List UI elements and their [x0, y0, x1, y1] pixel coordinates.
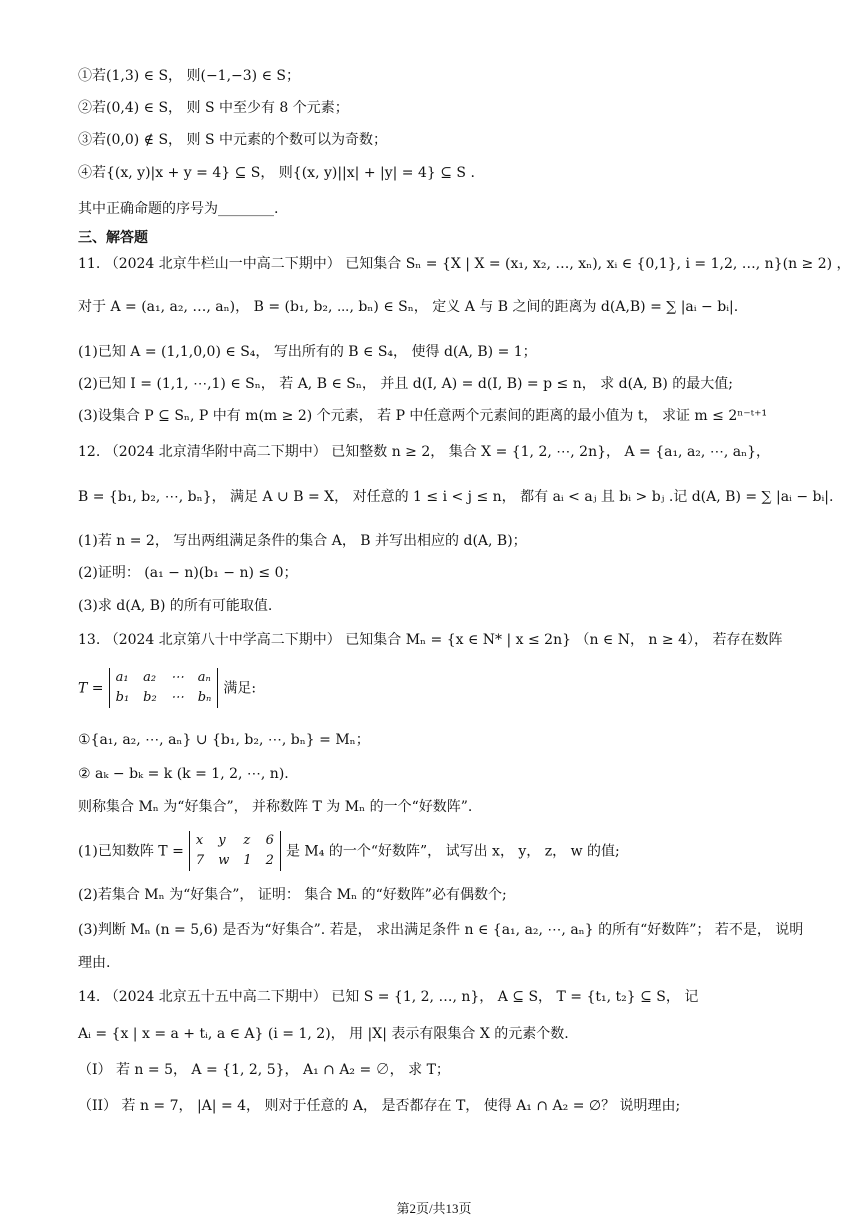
- matrix-cell: b₁: [115, 690, 130, 705]
- answer-blank-line: 其中正确命题的序号为________.: [78, 201, 279, 217]
- matrix-cell: aₙ: [197, 670, 211, 685]
- q13-matrix-definition: [78, 668, 256, 708]
- part1-prefix: (1)已知数阵 T =: [78, 843, 184, 860]
- q13-part2: (2)若集合 Mₙ 为“好集合”， 证明： 集合 Mₙ 的“好数阵”必有偶数个;: [78, 887, 507, 903]
- q12-part1: (1)若 n = 2， 写出两组满足条件的集合 A， B 并写出相应的 d(A, B)；: [78, 533, 527, 549]
- q13-part3-cont: 理由.: [78, 955, 111, 971]
- q11-part3: (3)设集合 P ⊆ Sₙ, P 中有 m(m ≥ 2) 个元素， 若 P 中任意两个元素间的距离的最小值为 t， 求证 m ≤ 2ⁿ⁻ᵗ⁺¹: [78, 408, 768, 424]
- matrix-cell: ⋯: [170, 670, 184, 685]
- proposition-2: ②若(0,4) ∈ S， 则 S 中至少有 8 个元素；: [78, 100, 349, 116]
- q13-part1: [78, 831, 620, 871]
- matrix-cell: 1: [243, 853, 252, 868]
- part1-suffix: 是 M₄ 的一个“好数阵”， 试写出 x， y， z， w 的值;: [285, 843, 620, 860]
- matrix-cell: w: [218, 853, 230, 868]
- q13-stem: 13. （2024 北京第八十中学高二下期中） 已知集合 Mₙ = {x ∈ N* | x ≤ 2n} （n ∈ N， n ≥ 4）， 若存在数阵: [78, 632, 783, 648]
- matrix-cell: a₂: [143, 670, 157, 685]
- matrix-label: T =: [78, 680, 104, 697]
- matrix-cell: bₙ: [197, 690, 212, 705]
- matrix-cell: x: [195, 833, 204, 848]
- matrix-example: [189, 831, 281, 871]
- q12-stem: 12. （2024 北京清华附中高二下期中） 已知整数 n ≥ 2， 集合 X = {1, 2, ⋯, 2n}， A = {a₁, a₂, ⋯, aₙ}，: [78, 444, 771, 460]
- proposition-1: ①若(1,3) ∈ S， 则(−1,−3) ∈ S；: [78, 68, 300, 84]
- matrix-cell: 2: [265, 853, 274, 868]
- q11-stem: 11. （2024 北京牛栏山一中高二下期中） 已知集合 Sₙ = {X | X = (x₁, x₂, …, xₙ), xᵢ ∈ {0,1}, i = 1,2, …, n}(n ≥ 2) ，: [78, 256, 851, 272]
- matrix-suffix: 满足:: [223, 680, 257, 697]
- matrix-cell: b₂: [143, 690, 157, 705]
- q12-condition: B = {b₁, b₂, ⋯, bₙ}， 满足 A ∪ B = X， 对任意的 1 ≤ i < j ≤ n， 都有 aᵢ < aⱼ 且 bᵢ > bⱼ .记 d(A, B) = ∑ |aᵢ − bᵢ|.: [78, 489, 834, 505]
- matrix-cell: 7: [195, 853, 205, 868]
- matrix-T: [109, 668, 219, 708]
- proposition-3: ③若(0,0) ∉ S， 则 S 中元素的个数可以为奇数；: [78, 132, 387, 148]
- q12-part3: (3)求 d(A, B) 的所有可能取值.: [78, 598, 273, 614]
- matrix-cell: y: [218, 833, 226, 848]
- q14-part1: （I） 若 n = 5， A = {1, 2, 5}， A₁ ∩ A₂ = ∅， 求 T；: [78, 1062, 450, 1078]
- q11-part1: (1)已知 A = (1,1,0,0) ∈ S₄， 写出所有的 B ∈ S₄， 使得 d(A, B) = 1；: [78, 344, 537, 360]
- q14-stem: 14. （2024 北京五十五中高二下期中） 已知 S = {1, 2, …, n}， A ⊆ S， T = {t₁, t₂} ⊆ S， 记: [78, 989, 699, 1005]
- q12-part2: (2)证明： (a₁ − n)(b₁ − n) ≤ 0；: [78, 565, 298, 581]
- q13-condition2: ② aₖ − bₖ = k (k = 1, 2, ⋯, n).: [78, 766, 289, 782]
- q11-part2: (2)已知 I = (1,1, ⋯,1) ∈ Sₙ， 若 A, B ∈ Sₙ， 并且 d(I, A) = d(I, B) = p ≤ n， 求 d(A, B) 的最大值;: [78, 376, 733, 392]
- q13-definition: 则称集合 Mₙ 为“好集合”， 并称数阵 T 为 Mₙ 的一个“好数阵”.: [78, 799, 473, 815]
- matrix-cell: a₁: [115, 670, 129, 685]
- matrix-cell: ⋯: [170, 690, 184, 705]
- matrix-cell: 6: [265, 833, 274, 848]
- page-footer: 第2页/共13页: [396, 1201, 472, 1216]
- section-heading: 三、解答题: [78, 230, 148, 246]
- q14-part2: （II） 若 n = 7， |A| = 4， 则对于任意的 A， 是否都存在 T， 使得 A₁ ∩ A₂ = ∅？ 说明理由;: [78, 1098, 681, 1114]
- q13-part3: (3)判断 Mₙ (n = 5,6) 是否为“好集合”. 若是， 求出满足条件 n ∈ {a₁, a₂, ⋯, aₙ} 的所有“好数阵”； 若不是， 说明: [78, 922, 804, 938]
- proposition-4: ④若{(x, y)|x + y = 4} ⊆ S， 则{(x, y)||x| + |y| = 4} ⊆ S .: [78, 165, 475, 181]
- q11-definition: 对于 A = (a₁, a₂, …, aₙ)， B = (b₁, b₂, ⋯, bₙ) ∈ Sₙ， 定义 A 与 B 之间的距离为 d(A,B) = ∑ |aᵢ − bᵢ|.: [78, 299, 739, 315]
- q13-condition1: ①{a₁, a₂, ⋯, aₙ} ∪ {b₁, b₂, ⋯, bₙ} = Mₙ；: [78, 732, 370, 748]
- matrix-cell: z: [243, 833, 251, 848]
- q14-definition: Aᵢ = {x | x = a + tᵢ, a ∈ A} (i = 1, 2)， 用 |X| 表示有限集合 X 的元素个数.: [78, 1026, 569, 1042]
